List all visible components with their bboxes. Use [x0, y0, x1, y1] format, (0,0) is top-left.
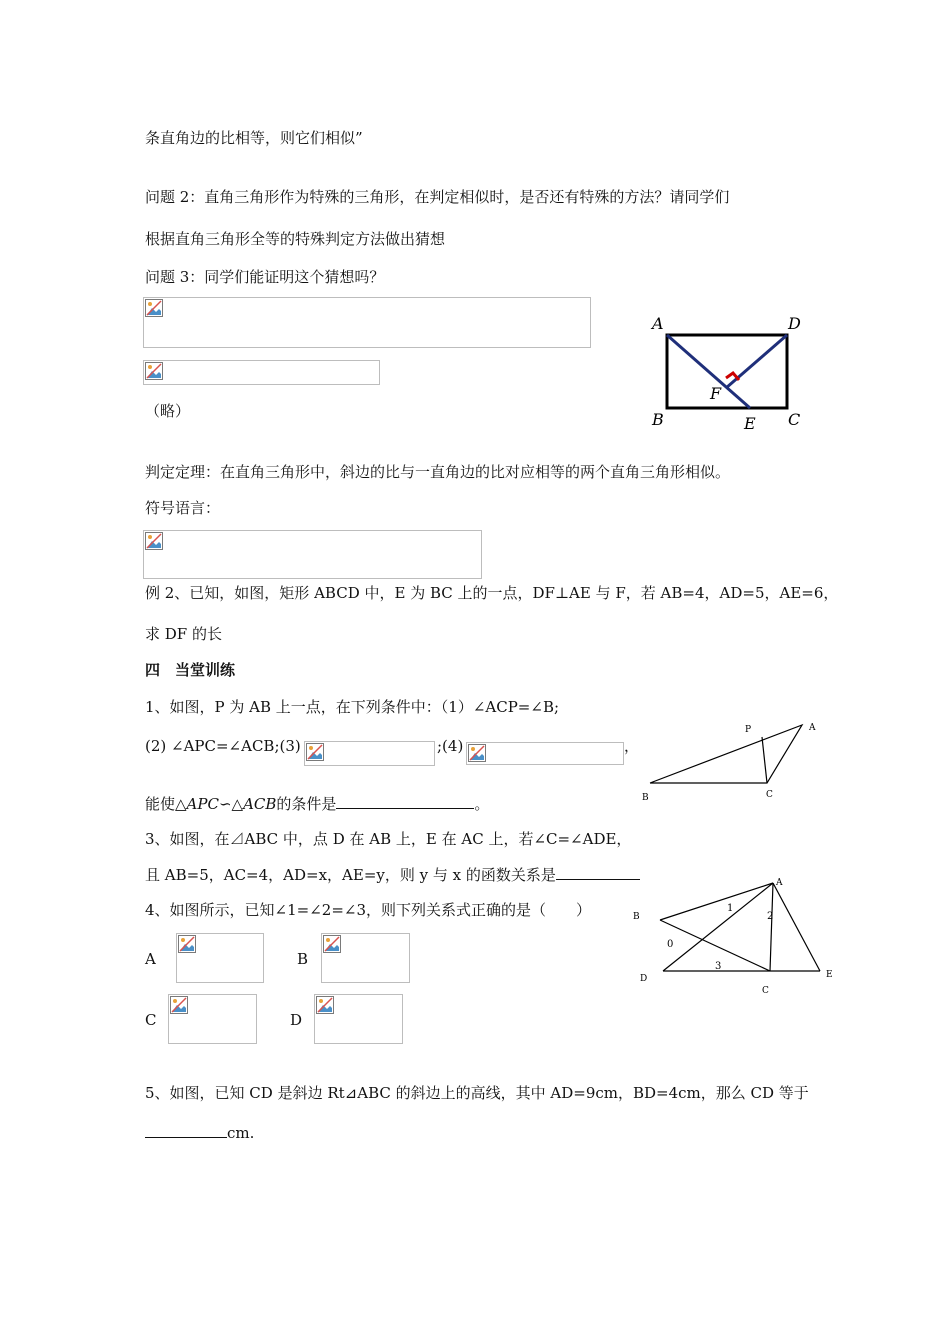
label-a: A — [652, 314, 664, 333]
triangle-apc: APC — [186, 795, 219, 813]
question-2-line-a: 问题 2：直角三角形作为特殊的三角形，在判定相似时，是否还有特殊的方法？请同学们 — [145, 188, 730, 206]
example-2-line-b: 求 DF 的长 — [145, 625, 222, 643]
similar-symbol: ∽△ — [218, 795, 244, 813]
label-b: B — [652, 410, 664, 429]
formula-image-4 — [304, 741, 435, 766]
label-a: A — [776, 878, 783, 888]
label-c: C — [788, 410, 801, 429]
question-2-line-b: 根据直角三角形全等的特殊判定方法做出猜想 — [145, 230, 446, 248]
option-b-image[interactable] — [321, 933, 410, 983]
problem-1-line-c — [145, 792, 489, 814]
triangle-abc-outline — [650, 725, 802, 783]
formula-image-3 — [143, 530, 482, 579]
triangle-figure-1 — [640, 718, 830, 808]
label-e: E — [826, 970, 833, 980]
problem-3-line-b — [145, 863, 640, 885]
problem-1-text-c: ， — [624, 737, 640, 755]
segment-ba — [660, 883, 773, 920]
triangle-figure-2 — [630, 875, 840, 995]
problem-1-text-d: 能使△ — [145, 795, 187, 813]
segment-ae — [667, 335, 750, 408]
segment-cp — [762, 737, 767, 783]
answer-blank-5[interactable] — [145, 1121, 227, 1138]
formula-image-5 — [466, 742, 624, 765]
label-a: A — [809, 723, 816, 733]
rectangle-figure — [640, 305, 820, 440]
problem-1-line-a: 1、如图，P 为 AB 上一点，在下列条件中：（1）∠ACP=∠B; — [145, 698, 560, 716]
option-b-label: B — [297, 950, 309, 968]
angle-label-1: 1 — [727, 903, 734, 914]
broken-image-icon — [306, 743, 324, 761]
rectangle-abcd — [667, 335, 787, 408]
formula-image-2 — [143, 360, 380, 385]
question-3: 问题 3：同学们能证明这个猜想吗？ — [145, 268, 385, 286]
problem-5-line-b — [145, 1121, 254, 1143]
option-c-label: C — [145, 1011, 157, 1029]
answer-blank-3[interactable] — [556, 863, 640, 880]
segment-da — [663, 883, 773, 971]
segment-ae — [773, 883, 820, 971]
point-label-0: 0 — [667, 939, 674, 950]
right-angle-mark — [726, 373, 739, 380]
symbol-language: 符号语言： — [145, 499, 221, 517]
broken-image-icon — [170, 996, 188, 1014]
option-a-image[interactable] — [176, 933, 264, 983]
label-e: E — [744, 414, 756, 433]
label-b: B — [633, 912, 640, 922]
label-c: C — [766, 790, 773, 800]
option-a-label: A — [145, 950, 156, 968]
problem-4: 4、如图所示，已知∠1=∠2=∠3，则下列关系式正确的是（ ） — [145, 901, 592, 919]
broken-image-icon — [145, 532, 163, 550]
label-p: P — [745, 725, 752, 735]
problem-1-text-f: 。 — [474, 795, 490, 813]
formula-image-1 — [143, 297, 591, 348]
problem-1-text-a: (2) ∠APC=∠ACB;(3) — [145, 737, 301, 755]
problem-1-line-b — [145, 736, 301, 756]
option-d-label: D — [290, 1011, 303, 1029]
broken-image-icon — [468, 744, 486, 762]
label-d: D — [788, 314, 801, 333]
problem-5-unit: cm. — [227, 1124, 255, 1142]
problem-1-text-b: ;(4) — [437, 737, 464, 755]
broken-image-icon — [145, 299, 163, 317]
problem-3-line-a: 3、如图，在⊿ABC 中，点 D 在 AB 上，E 在 AC 上，若∠C=∠ADE， — [145, 830, 632, 848]
problem-1-text-e: 的条件是 — [276, 795, 337, 813]
label-b: B — [642, 793, 649, 803]
option-d-image[interactable] — [314, 994, 403, 1044]
label-c: C — [762, 986, 769, 996]
text-line-1: 条直角边的比相等，则它们相似” — [145, 129, 363, 147]
label-d: D — [640, 974, 648, 984]
label-f: F — [710, 384, 722, 403]
segment-df — [726, 335, 787, 388]
section-4-heading: 四 当堂训练 — [145, 661, 236, 679]
problem-5-line-a: 5、如图，已知 CD 是斜边 Rt⊿ABC 的斜边上的高线，其中 AD=9cm，BD=4cm，那么 CD 等于 — [145, 1084, 809, 1102]
omitted-note: （略） — [145, 402, 191, 420]
broken-image-icon — [145, 362, 163, 380]
broken-image-icon — [323, 935, 341, 953]
theorem: 判定定理：在直角三角形中，斜边的比与一直角边的比对应相等的两个直角三角形相似。 — [145, 463, 731, 481]
angle-label-3: 3 — [715, 961, 722, 972]
option-c-image[interactable] — [168, 994, 257, 1044]
segment-ac — [770, 883, 773, 971]
answer-blank-1[interactable] — [336, 792, 474, 809]
broken-image-icon — [316, 996, 334, 1014]
example-2-line-a: 例 2、已知，如图，矩形 ABCD 中，E 为 BC 上的一点，DF⊥AE 与 F，若 AB=4，AD=5，AE=6， — [145, 584, 839, 602]
broken-image-icon — [178, 935, 196, 953]
angle-label-2: 2 — [767, 911, 774, 922]
triangle-acb: ACB — [243, 795, 277, 813]
problem-3-text: 且 AB=5，AC=4，AD=x，AE=y，则 y 与 x 的函数关系是 — [145, 866, 556, 884]
